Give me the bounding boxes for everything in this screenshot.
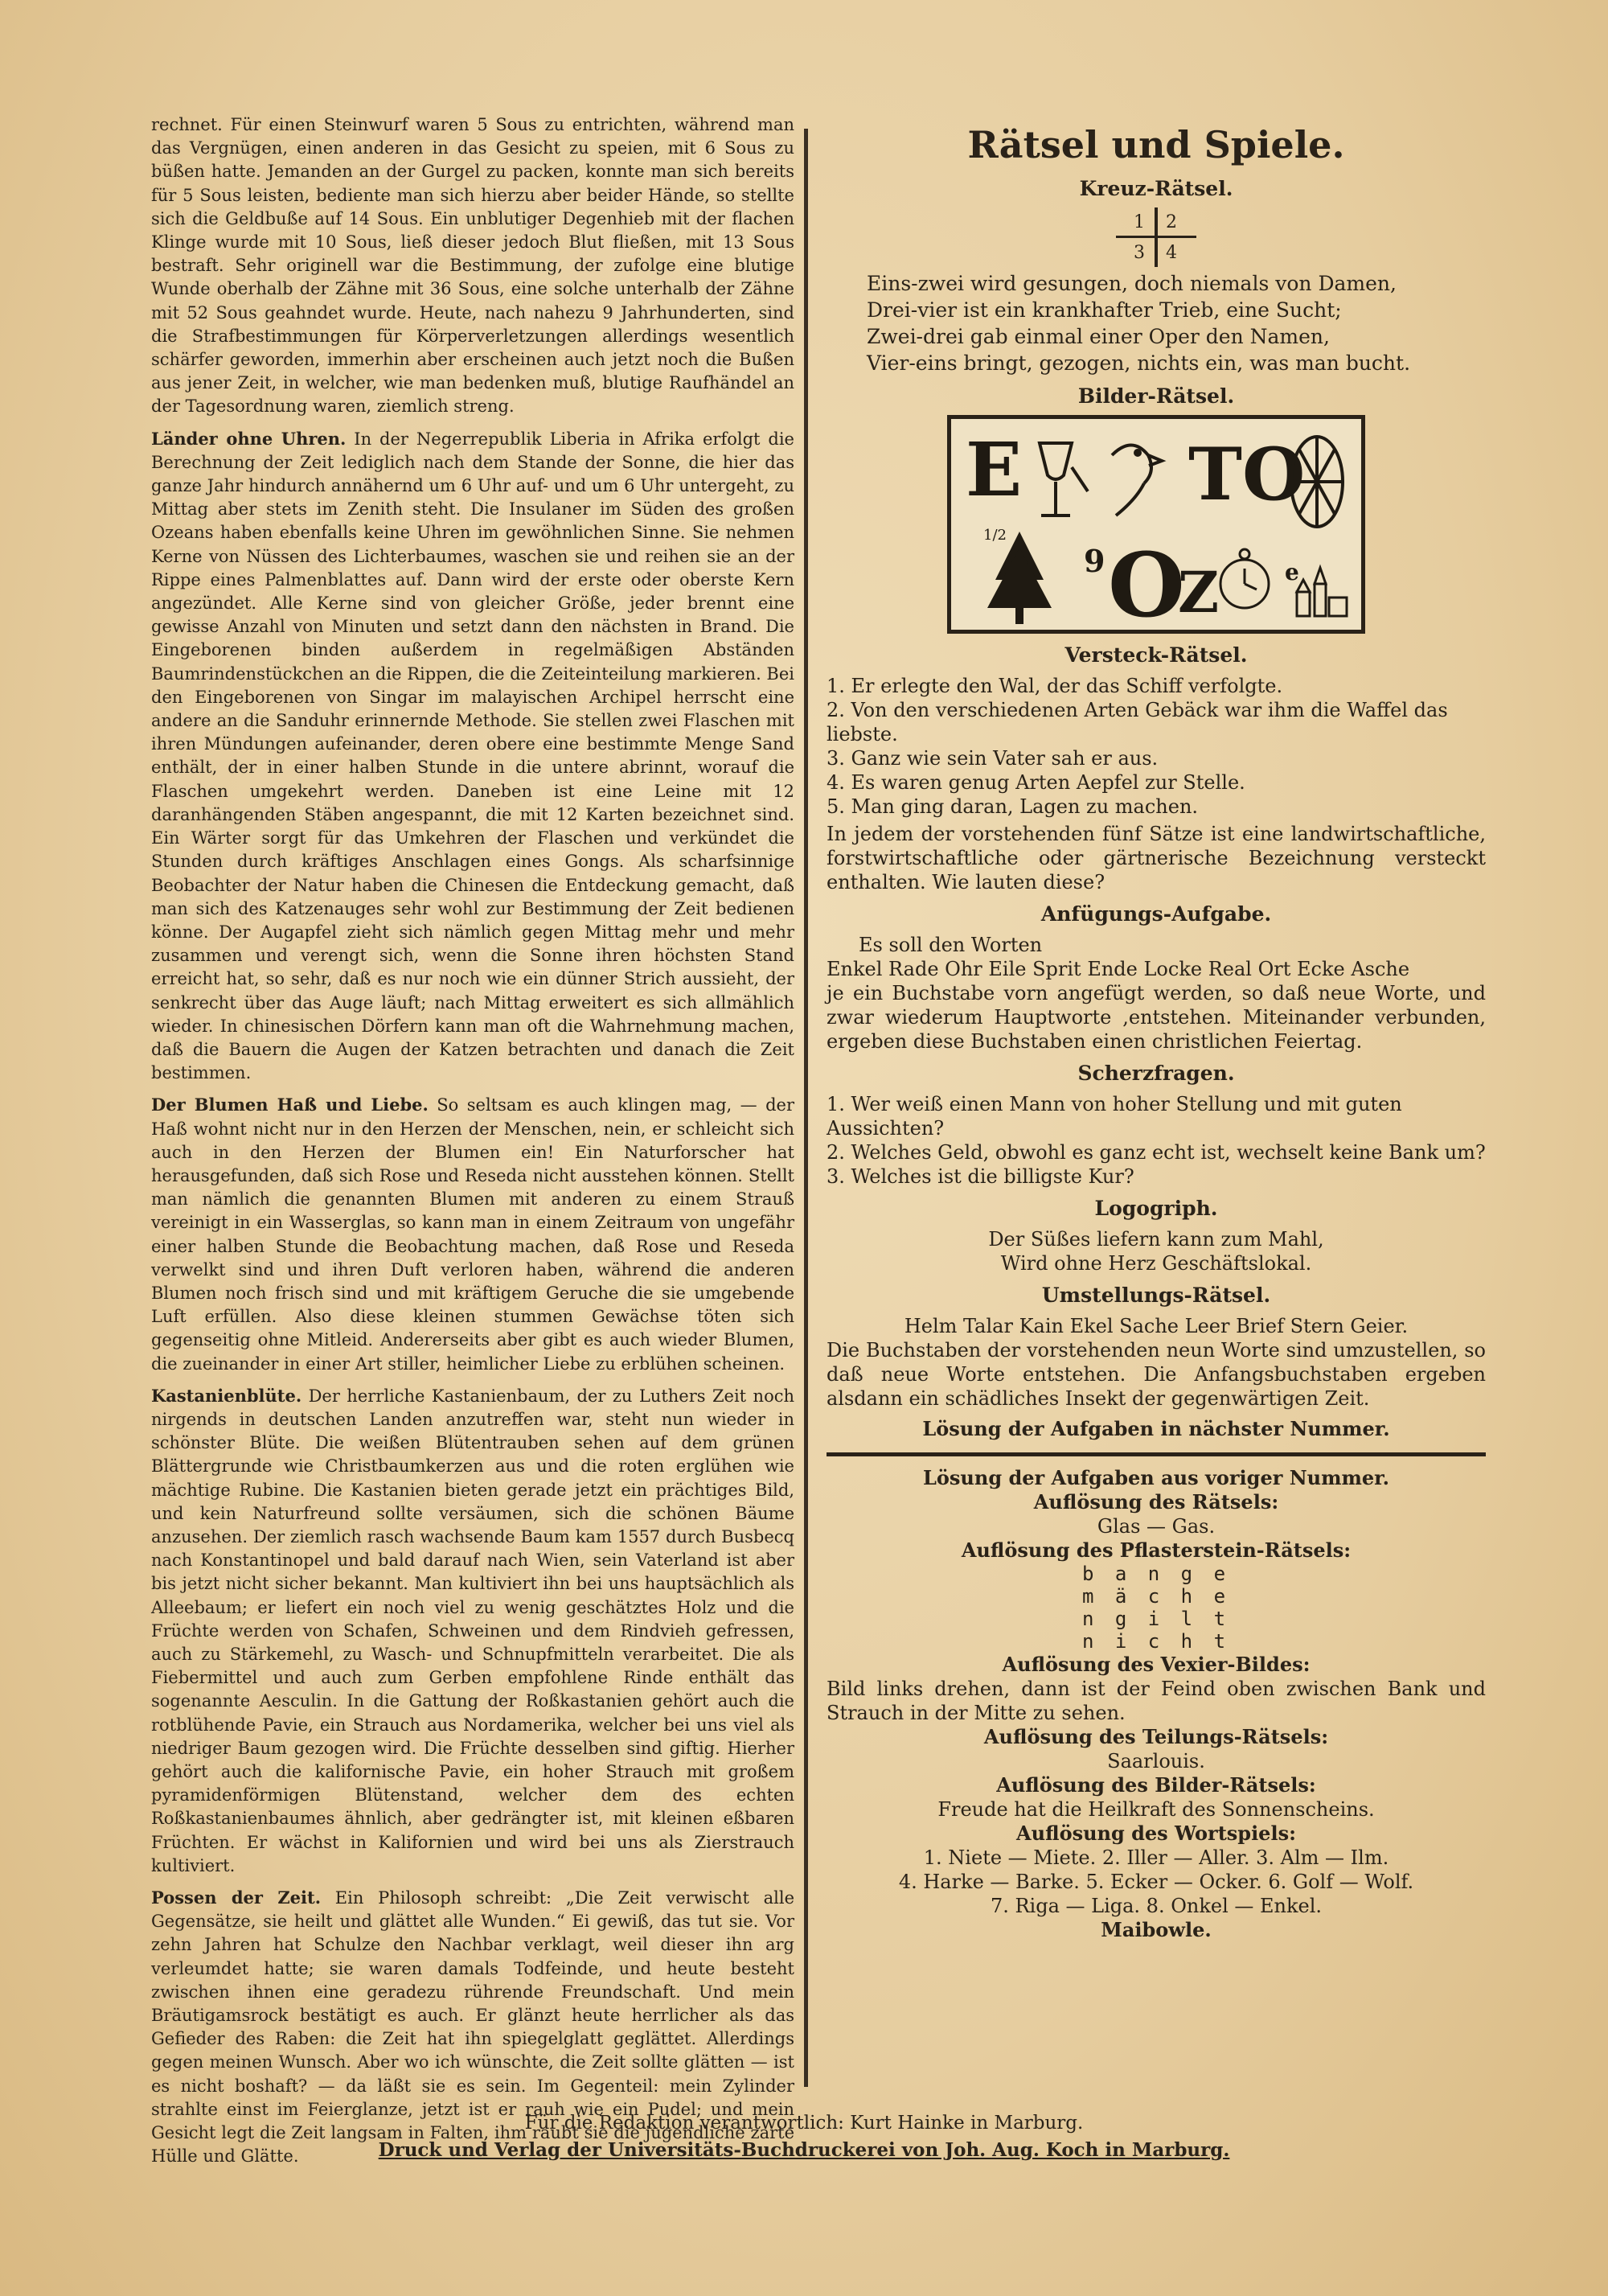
pocket-watch-icon <box>1220 549 1269 608</box>
versteck-raetsel-heading: Versteck-Rätsel. <box>1064 643 1248 667</box>
word-line: n g i l t <box>1081 1608 1231 1630</box>
paragraph-lead: Länder ohne Uhren. <box>151 428 347 449</box>
cross-cell-2: 2 <box>1166 212 1177 232</box>
loesung-pflasterstein <box>827 1563 1486 1653</box>
paragraph-text: Der herrliche Kastanienbaum, der zu Luthers Zeit noch nirgends in deutschen Landen anzutreffen war, steht nun wieder in schönster Blüte. Die weißen Blütentrauben sehen auf dem grünen Blättergrunde wie Christbaumkerzen aus und die roten erglühen wie mächtige Rubine. Die Kastanien bieten gerade jetzt ein prächtiges Bild, und kein Naturfreund sollte versäumen, sich die schönen Bäume anzusehen. Der ziemlich rasch wachsende Baum kam 1557 durch Busbecq nach Konstantinopel und bald darauf nach Wien, sein Vaterland ist aber bis jetzt nicht sicher bekannt. Man kultiviert ihn bei uns hauptsächlich als Alleebaum; er liefert ein noch viel zu wenig geschätztes Holz und die Früchte werden von Schafen, Schweinen und dem Rindvieh gefressen, auch zu Stärkemehl, zu Wasch- und Schnupfmitteln verarbeitet. Die als Fiebermittel und auch zum Gerben empfohlene Rinde enthält das sogenannte Aesculin. In die Gattung der Roßkastanien gehört auch die rotblühende Pavie, ein Strauch aus Nordamerika, welcher bei uns viel als niedriger Baum gezogen wird. Die Früchte desselben sind giftig. Hierher gehört auch die kalifornische Pavie, ein hoher Strauch mit großem pyramidenförmigen Blütenstand, welcher dem des echten Roßkastanienbaumes ähnlich, aber gedrängter ist, mit kleinen eßbaren Früchten. Er wächst in Kalifornien und wird bei uns als Zierstrauch kultiviert. <box>151 1386 794 1875</box>
town-icon <box>1297 568 1347 616</box>
rebus-fraction: 1/2 <box>983 527 1007 544</box>
verse-line: Zwei-drei gab einmal einer Oper den Namen, <box>867 325 1330 348</box>
list-item: 2. Welches Geld, obwohl es ganz echt ist, wechselt keine Bank um? <box>827 1141 1486 1164</box>
verse-line: Eins-zwei wird gesungen, doch niemals von Damen, <box>867 272 1397 295</box>
anfuegung-intro: Es soll den Worten <box>859 934 1043 956</box>
list-item: 3. Welches ist die billigste Kur? <box>827 1165 1134 1188</box>
wheel-icon <box>1291 437 1343 527</box>
rebus-letter-o: O <box>1108 533 1185 630</box>
loesung-teilung-heading: Auflösung des Teilungs-Rätsels: <box>983 1725 1329 1748</box>
loesung-wortspiel-line: 4. Harke — Barke. 5. Ecker — Ocker. 6. Golf — Wolf. <box>898 1871 1414 1893</box>
logogriph-line: Wird ohne Herz Geschäftslokal. <box>1000 1252 1312 1275</box>
section-title: Rätsel und Spiele. <box>967 123 1345 166</box>
word-line: m ä c h e <box>1081 1585 1231 1608</box>
rebus-letters-to: TO <box>1188 432 1306 517</box>
loesung-bilder: Freude hat die Heilkraft des Sonnenscheins. <box>937 1798 1375 1821</box>
logogriph-line: Der Süßes liefern kann zum Mahl, <box>988 1228 1324 1251</box>
list-item: 3. Ganz wie sein Vater sah er aus. <box>827 747 1159 770</box>
column-divider <box>804 129 808 2087</box>
next-issue-note: Lösung der Aufgaben in nächster Nummer. <box>922 1417 1390 1440</box>
verse-line: Drei-vier ist ein krankhafter Trieb, eine Sucht; <box>867 298 1342 322</box>
glass-icon <box>1040 443 1088 515</box>
umstellung-words: Helm Talar Kain Ekel Sache Leer Brief Stern Geier. <box>904 1315 1409 1337</box>
loesung-wortspiel-line: 1. Niete — Miete. 2. Iller — Aller. 3. Alm — Ilm. <box>923 1846 1389 1869</box>
cross-cell-3: 3 <box>1134 243 1145 263</box>
verse-line: Vier-eins bringt, gezogen, nichts ein, was man bucht. <box>867 351 1411 375</box>
anfuegung-text: je ein Buchstabe vorn angefügt werden, so daß neue Worte, und zwar wiederum Hauptworte ,entstehen. Miteinander verbunden, ergeben diese Buchstaben einen christlichen Feiertag. <box>827 982 1486 1053</box>
loesung-raetsel: Glas — Gas. <box>1097 1515 1216 1538</box>
word-line: n i c h t <box>1081 1630 1231 1653</box>
bilder-raetsel-heading: Bilder-Rätsel. <box>1077 384 1235 408</box>
paragraph-lead: Possen der Zeit. <box>151 1887 322 1908</box>
rebus-letter-z: Z <box>1178 559 1220 626</box>
paragraph-text: So seltsam es auch klingen mag, — der Haß wohnt nicht nur in den Herzen der Menschen, nein, er schleicht sich auch in den Herzen der Blumen ein! Ein Naturforscher hat herausgefunden, daß sich Rose und Reseda nicht ausstehen können. Stellt man nämlich die genannten Blumen mit anderen zu einem Strauß vereinigt in ein Wasserglas, so kann man in einem Zeitraum von ungefähr einer halben Stunde die Beobachtung machen, daß Rose und Reseda verwelkt sind und ihren Duft verloren haben, während die anderen Blumen noch frisch sind und mit kräftigem Geruche die sie umgebende Luft erfüllen. Also diese kleinen stummen Gewächse töten sich gegenseitig ohne Mitleid. Andererseits aber gibt es auch wieder Blumen, die zueinander in einer Art stiller, heimlicher Liebe zu erblühen scheinen. <box>151 1095 794 1374</box>
paragraph-kastanienbluete <box>151 1384 794 1878</box>
list-item: 1. Er erlegte den Wal, der das Schiff verfolgte. <box>827 675 1283 697</box>
paragraph-text: In der Negerrepublik Liberia in Afrika erfolgt die Berechnung der Zeit lediglich nach dem Stande der Sonne, die hier das ganze Jahr hindurch annähernd um 6 Uhr auf- und um 6 Uhr untergeht, zu Mittag aber stets im Zenith steht. Die Insulaner im Süden des großen Ozeans haben ebenfalls keine Uhren im gewöhnlichen Sinne. Sie nehmen Kerne von Nüssen des Lichterbaumes, waschen sie und reihen sie an der Rippe eines Palmenblattes auf. Dann wird der erste oder oberste Kern angezündet. Alle Kerne sind von gleicher Größe, jeder brennt eine gewisse Anzahl von Minuten und setzt dann den nächsten in Brand. Die Eingeborenen binden außerdem in regelmäßigen Abständen Baumrindenstückchen an die Rippen, die die Zeiteinteilung markieren. Bei den Eingeborenen von Singar im malayischen Archipel herrscht eine andere an die Sanduhr erinnernde Methode. Sie stellen zwei Flaschen mit ihren Mündungen aufeinander, deren obere eine bestimmte Menge Sand enthält, der in einer halben Stunde in die untere abrinnt, worauf die Flaschen umgekehrt werden. Daneben ist eine Leine mit 12 daranhängenden Stäben angespannt, die mit 12 Karten bezeichnet sind. Ein Wärter sorgt für das Umkehren der Flaschen und verkündet die Stunden durch kräftiges Anschlagen eines Gongs. Als scharfsinnige Beobachter der Natur haben die Chinesen die Entdeckung gemacht, daß man sich des Katzenauges sehr wohl zur Bestimmung der Zeit bedienen könne. Der Augapfel zieht sich nämlich gegen Mittag mehr und mehr zusammen und verengt sich, wenn die Sonne ihren höchsten Stand erreicht hat, so sehr, daß es nur noch wie ein dünner Strich aussieht, der senkrecht über das Auge läuft; nach Mittag erweitert es sich allmählich wieder. In chinesischen Dörfern kann man oft die Wahrnehmung machen, daß die Bauern die Augen der Katzen betrachten und danach die Zeit bestimmen. <box>151 429 794 1083</box>
paragraph-fines <box>151 113 794 419</box>
scherzfragen-heading: Scherzfragen. <box>1077 1062 1235 1085</box>
kreuz-diagram <box>1116 207 1196 267</box>
goose-icon <box>1112 446 1162 516</box>
anfuegung-words: Enkel Rade Ohr Eile Sprit Ende Locke Real Ort Ecke Asche <box>827 958 1410 980</box>
loesung-vexier-heading: Auflösung des Vexier-Bildes: <box>1002 1653 1311 1676</box>
editor-credit: Für die Redaktion verantwortlich: Kurt Hainke in Marburg. <box>524 2113 1084 2134</box>
cross-horizontal-line <box>1116 236 1196 238</box>
scherzfragen-list <box>827 1092 1486 1189</box>
paragraph-lead: Kastanienblüte. <box>151 1385 302 1406</box>
kreuz-verse <box>867 270 1446 376</box>
rebus-nine: 9 <box>1084 543 1106 579</box>
picture-puzzle <box>947 415 1365 634</box>
cross-cell-1: 1 <box>1134 212 1145 232</box>
loesung-raetsel-heading: Auflösung des Rätsels: <box>1033 1490 1279 1514</box>
rebus-letter-e: E <box>966 426 1023 513</box>
logogriph-heading: Logogriph. <box>1094 1197 1218 1220</box>
right-column <box>827 121 1486 1942</box>
versteck-list <box>827 674 1486 819</box>
left-column <box>151 113 794 2176</box>
word-line: b a n g e <box>1081 1563 1231 1585</box>
loesung-pflasterstein-heading: Auflösung des Pflasterstein-Rätsels: <box>961 1538 1352 1562</box>
paragraph-text: Ein Philosoph schreibt: „Die Zeit verwischt alle Gegensätze, sie heilt und glättet alle Wunden.“ Ei gewiß, das tut sie. Vor zehn Jahren hat Schulze den Nachbar verklagt, weil dieser ihn arg verleumdet hatte; sie waren damals Todfeinde, und heute besteht zwischen ihnen eine geradezu rührende Freundschaft. Und mein Bräutigamsrock bestätigt es auch. Er glänzt heute herrlicher als das Gefieder des Raben: die Zeit hat ihn spiegelglatt geglättet. Allerdings gegen meinen Wunsch. Aber wo ich wünschte, die Zeit sollte glätten — ist es nicht boshaft? — da läßt sie es sein. Im Gegenteil: mein Zylinder strahlte einst im Feierglanze, jetzt ist er rauh wie ein Pudel; und mein Gesicht legt die Zeit langsam in Falten, ihm raubt sie die jugendliche zarte Hülle und Glätte. <box>151 1888 795 2167</box>
loesung-teilung: Saarlouis. <box>1107 1750 1205 1772</box>
list-item: 1. Wer weiß einen Mann von hoher Stellung und mit guten Aussichten? <box>827 1093 1402 1140</box>
umstellung-text: Die Buchstaben der vorstehenden neun Worte sind umzustellen, so daß neue Worte entstehen. Die Anfangsbuchstaben ergeben alsdann ein schädliches Insekt der gegenwärtigen Zeit. <box>827 1339 1486 1410</box>
picture-puzzle-drawing <box>951 419 1361 630</box>
paragraph-blumen <box>151 1093 794 1375</box>
umstellung-heading: Umstellungs-Rätsel. <box>1041 1284 1271 1307</box>
cross-cell-4: 4 <box>1166 243 1177 263</box>
paragraph-lead: Der Blumen Haß und Liebe. <box>151 1095 429 1115</box>
list-item: 5. Man ging daran, Lagen zu machen. <box>827 795 1199 818</box>
loesungen-heading: Lösung der Aufgaben aus voriger Nummer. <box>923 1466 1389 1489</box>
loesung-wortspiel-line: 7. Riga — Liga. 8. Onkel — Enkel. <box>990 1895 1323 1917</box>
loesung-wortspiel-heading: Auflösung des Wortspiels: <box>1016 1822 1296 1845</box>
rebus-letter-e-small: e <box>1285 559 1299 585</box>
loesung-vexier: Bild links drehen, dann ist der Feind oben zwischen Bank und Strauch in der Mitte zu sehen. <box>827 1678 1486 1724</box>
paragraph-laender-ohne-uhren <box>151 427 794 1086</box>
paragraph-text: rechnet. Für einen Steinwurf waren 5 Sous zu entrichten, während man das Vergnügen, einen anderen in das Gesicht zu speien, mit 6 Sous zu büßen hatte. Jemanden an der Gurgel zu packen, konnte man sich bereits für 5 Sous leisten, bediente man sich hierzu aber beider Hände, so stellte sich die Geldbuße auf 14 Sous. Ein unblutiger Degenhieb mit der flachen Klinge wurde mit 10 Sous, ließ dieser jedoch Blut fließen, mit 13 Sous bestraft. Sehr originell war die Bestimmung, der zufolge eine blutige Wunde oberhalb der Zähne mit 36 Sous, eine solche unterhalb der Zähne mit 52 Sous geahndet wurde. Heute, nach nahezu 9 Jahrhunderten, sind die Strafbestimmungen für Körperverletzungen allerdings wesentlich schärfer geworden, immerhin aber erscheinen auch jetzt noch die Bußen aus jener Zeit, in welcher, wie man bedenken muß, blutige Raufhändel an der Tagesordnung waren, ziemlich streng. <box>151 115 794 417</box>
kreuz-raetsel-heading: Kreuz-Rätsel. <box>1079 177 1233 200</box>
printer-credit: Druck und Verlag der Universitäts-Buchdruckerei von Joh. Aug. Koch in Marburg. <box>378 2139 1230 2161</box>
loesung-bilder-heading: Auflösung des Bilder-Rätsels: <box>996 1773 1316 1797</box>
versteck-question: In jedem der vorstehenden fünf Sätze ist eine landwirtschaftliche, forstwirtschaftliche oder gärtnerische Bezeichnung versteckt enthalten. Wie lauten diese? <box>827 823 1486 893</box>
fir-tree-icon <box>987 532 1052 624</box>
section-divider <box>827 1452 1486 1456</box>
list-item: 2. Von den verschiedenen Arten Gebäck war ihm die Waffel das liebste. <box>827 699 1448 745</box>
loesung-wortspiel-answer: Maibowle. <box>1101 1918 1212 1941</box>
list-item: 4. Es waren genug Arten Aepfel zur Stelle. <box>827 771 1245 794</box>
anfuegung-heading: Anfügungs-Aufgabe. <box>1040 902 1272 926</box>
